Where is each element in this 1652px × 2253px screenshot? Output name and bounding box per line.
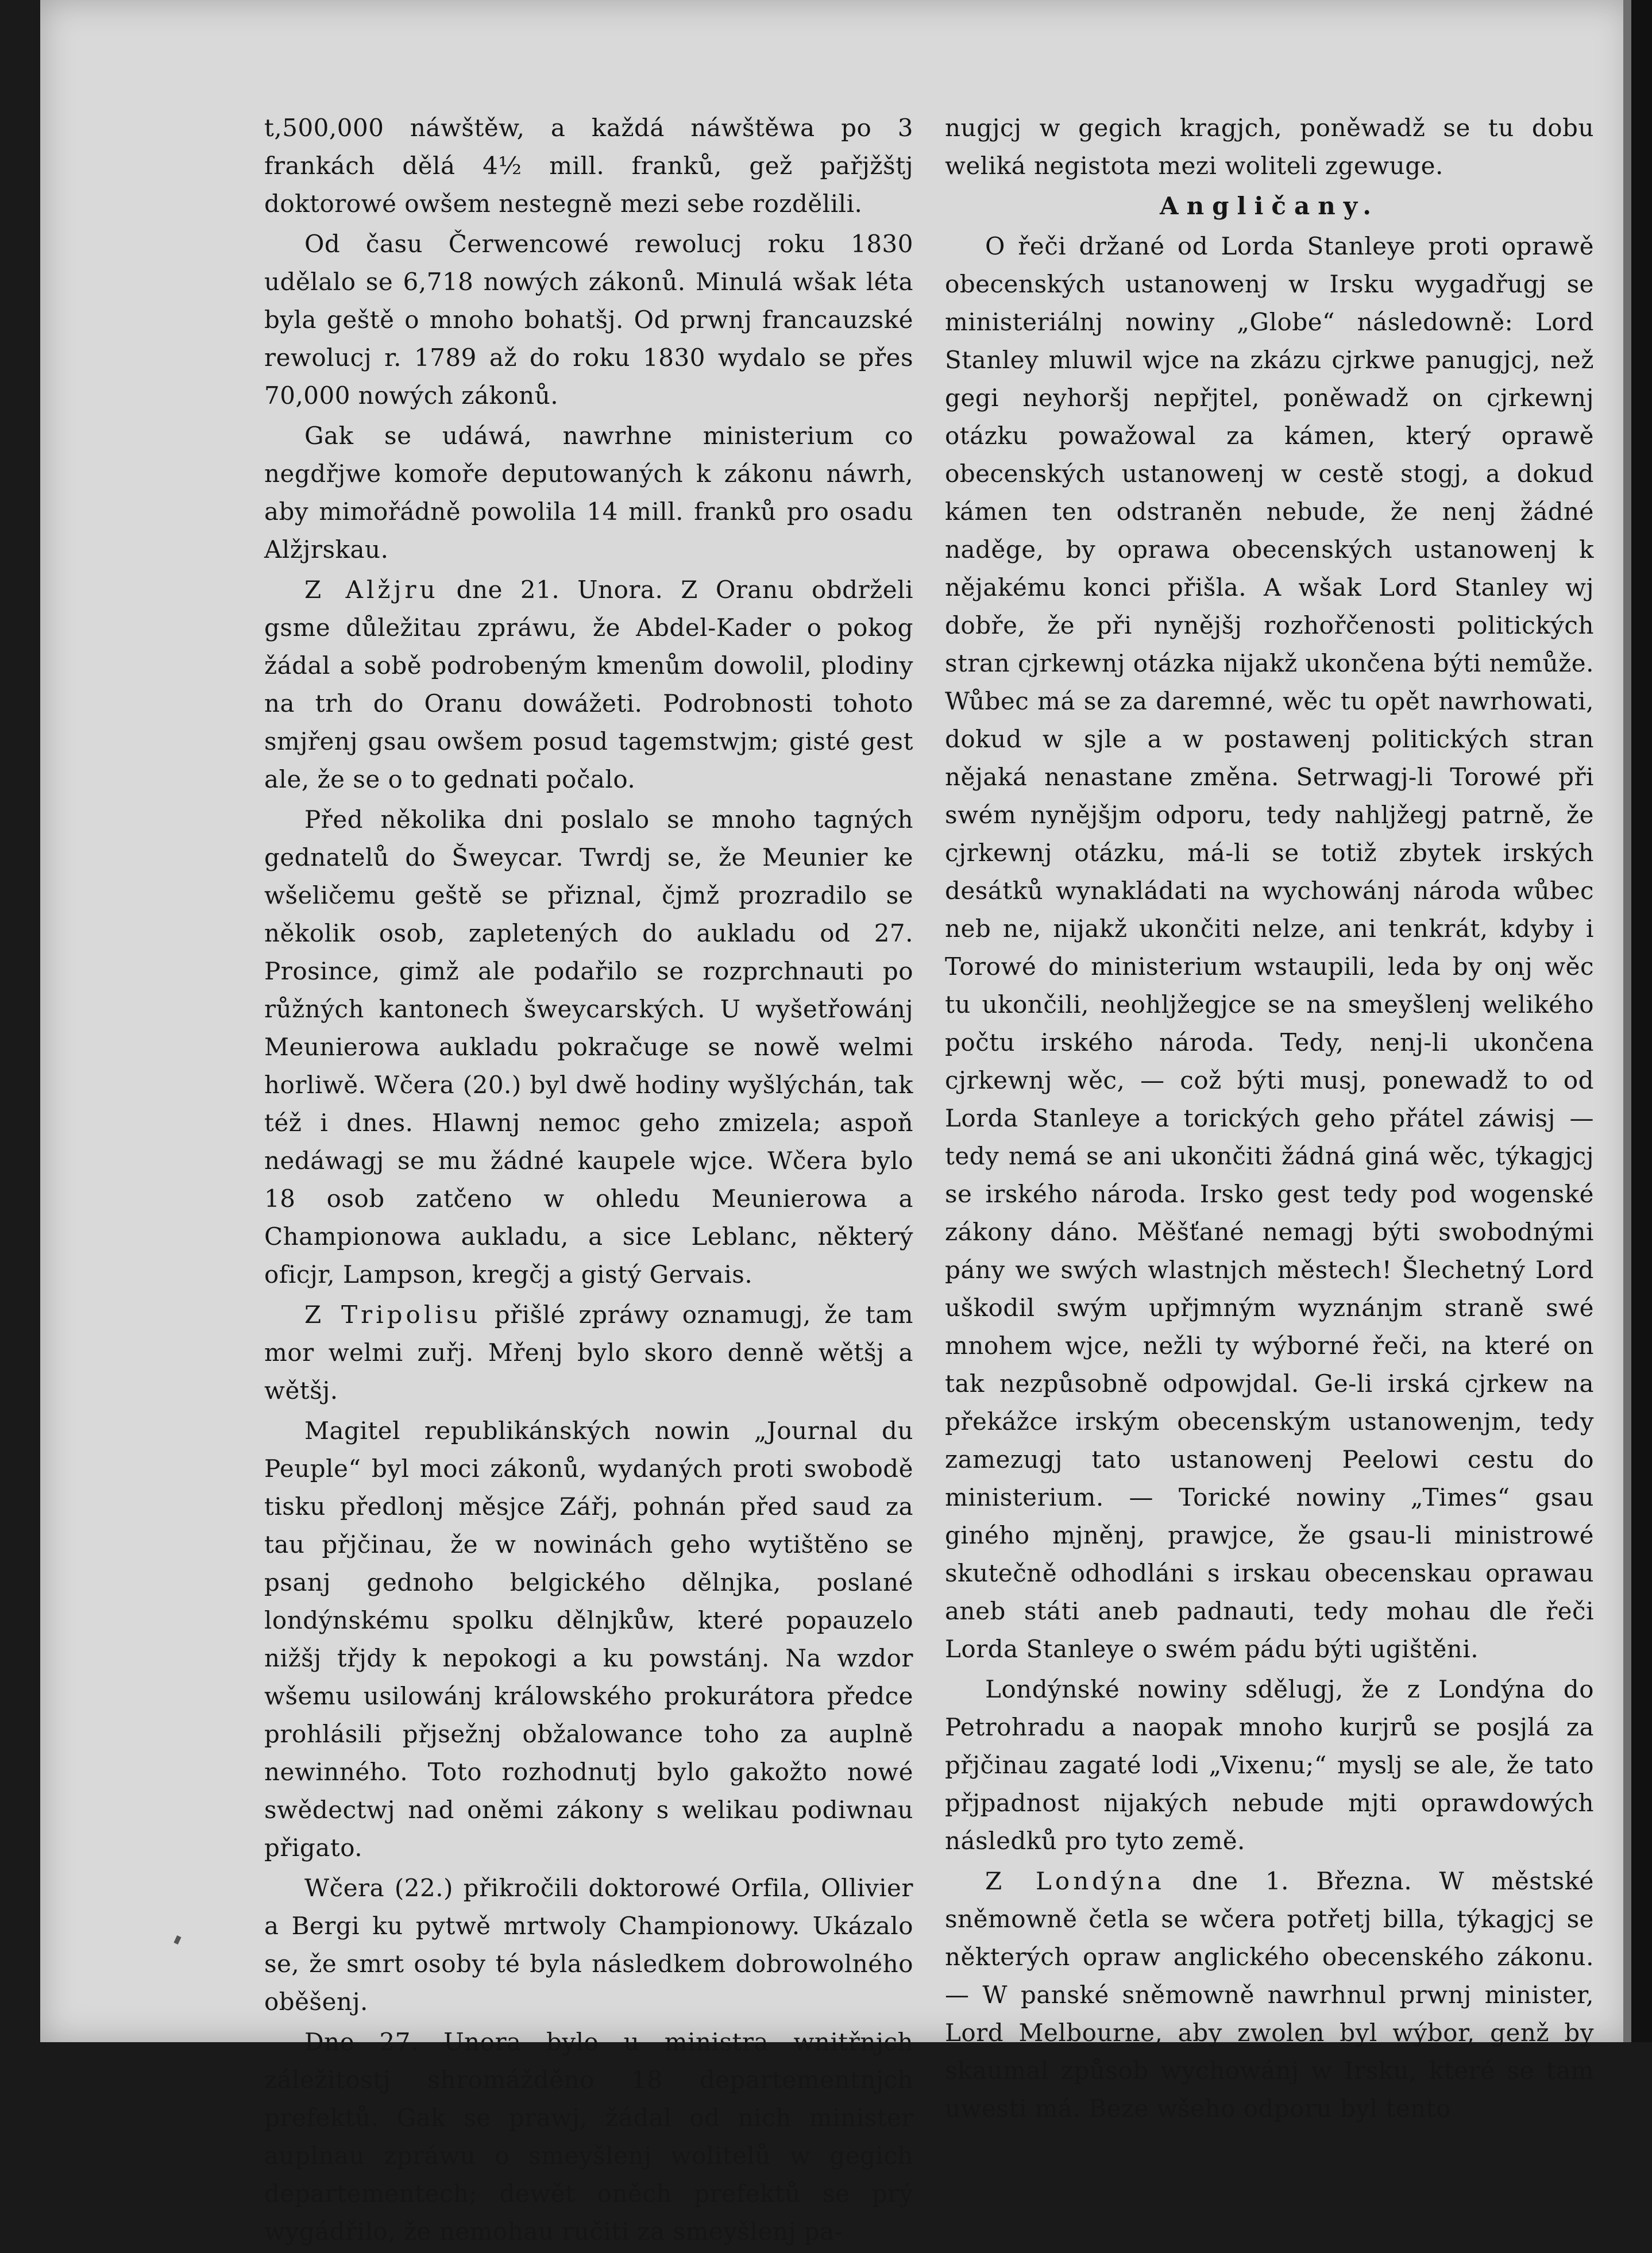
left-column — [264, 109, 913, 2253]
paragraph-body: dne 21. Unora. Z Oranu obdrželi gsme důležitau zpráwu, že Abdel-Kader o pokog žádal a sobě podrobeným kmenům dowolil, plodiny na trh do Oranu dowážeti. Podrobnosti tohoto smjřenj gsau owšem posud tagemstwjm; gisté gest ale, že se o to gednati počalo. — [264, 576, 913, 793]
dateline-place: Z Alžjru — [304, 576, 439, 604]
section-heading: Angličany. — [1160, 192, 1379, 220]
dateline-place: Z Tripolisu — [304, 1301, 481, 1329]
scan-border — [1631, 0, 1652, 2042]
paragraph: nugjcj w gegich kragjch, poněwadž se tu dobu weliká negistota mezi woliteli zgewuge. — [945, 114, 1594, 180]
paragraph-algiers — [264, 571, 913, 798]
paragraph: Londýnské nowiny sdělugj, že z Londýna do Petrohradu a naopak mnoho kurjrů se posjlá za přjčinau zagaté lodi „Vixenu;“ myslj se ale, že tato přjpadnost nijakých nebude mjti oprawdowých následků pro tyto země. — [945, 1675, 1594, 1855]
paragraph: Před několika dni poslalo se mnoho tagných gednatelů do Šweycar. Twrdj se, že Meunier ke wšeličemu geště se přiznal, čjmž prozradilo se několik osob, zapletených do aukladu od 27. Prosince, gimž ale podařilo se rozprchnauti po růžných kantonech šweycarských. U wyšetřowánj Meunierowa aukladu pokračuge se nowě welmi horliwě. Wčera (20.) byl dwě hodiny wyšlýchán, tak též i dnes. Hlawnj nemoc geho zmizela; aspoň nedáwagj se mu žádné kaupele wjce. Wčera bylo 18 osob zatčeno w ohledu Meunierowa a Championowa aukladu, a sice Leblanc, některý oficjr, Lampson, kregčj a gistý Gervais. — [264, 805, 913, 1288]
paragraph: Wčera (22.) přikročili doktorowé Orfila, Ollivier a Bergi ku pytwě mrtwoly Championowy. Ukázalo se, že smrt osoby té byla následkem dobrowolného oběšenj. — [264, 1874, 913, 2016]
page-edge-shadow — [1623, 0, 1631, 2042]
paragraph: t,500,000 náwštěw, a každá náwštěwa po 3 frankách dělá 4½ mill. franků, gež pařjžštj doktorowé owšem nestegně mezi sebe rozdělili. — [264, 114, 913, 218]
paragraph: Dne 27. Unora bylo u ministra wnitřnjch záležitostj shromážděno 18 departementnjch prefektů. Gak se prawj, žádal od nich minister auplnau zpráwu o smeyšlenj wolitelů w gegich departementech; dewět oněch prefektů se prý wygádřilo, že nemohau ručiti za smeyšlenj pa- — [264, 2028, 913, 2246]
paragraph: Od času Čerwencowé rewolucj roku 1830 udělalo se 6,718 nowých zákonů. Minulá wšak léta byla geště o mnoho bohatšj. Od prwnj francauzské rewolucj r. 1789 až do roku 1830 wydalo se přes 70,000 nowých zákonů. — [264, 230, 913, 410]
paragraph-london — [945, 1862, 1594, 2128]
ink-mark — [173, 1935, 181, 1945]
paragraph: Gak se udáwá, nawrhne ministerium co negdřjwe komoře deputowaných k zákonu náwrh, aby mimořádně powolila 14 mill. franků pro osadu Alžjrskau. — [264, 422, 913, 564]
dateline-place: Z Londýna — [985, 1867, 1165, 1895]
paragraph: O řeči držané od Lorda Stanleye proti oprawě obecenských ustanowenj w Irsku wygadřugj se ministeriálnj nowiny „Globe“ následowně: Lord Stanley mluwil wjce na zkázu cjrkwe panugjcj, než gegi neyhoršj nepřjtel, poněwadž on cjrkewnj otázku powažowal za kámen, který oprawě obecenských ustanowenj w cestě stogj, a dokud kámen ten odstraněn nebude, že nenj žádné naděge, by oprawa obecenských ustanowenj k nějakému konci přišla. A wšak Lord Stanley wj dobře, že při nynějšj rozhořčenosti politických stran cjrkewnj otázka nijakž ukončena býti nemůže. Wůbec má se za daremné, wěc tu opět nawrhowati, dokud w sjle a w postawenj politických stran nějaká nenastane změna. Setrwagj-li Torowé při swém nynějšjm odporu, tedy nahljžegj patrně, že cjrkewnj otázku, má-li se totiž zbytek irských desátků wynakládati na wychowánj národa wůbec neb ne, nijakž ukončiti nelze, ani tenkrát, kdyby i Torowé do ministerium wstaupili, leda by onj wěc tu ukončili, neohljžegjce se na smeyšlenj welikého počtu irského národa. Tedy, nenj-li ukončena cjrkewnj wěc, — což býti musj, ponewadž to od Lorda Stanleye a torických geho přátel záwisj — tedy nemá se ani ukončiti žádná giná wěc, týkagjcj se irského národa. Irsko gest tedy pod wogenské zákony dáno. Měšťané nemagj býti swobodnými pány we swých wlastnjch městech! Šlechetný Lord uškodil swým upřjmným wyznánjm straně swé mnohem wjce, nežli ty wýborné řeči, na které on tak nezpůsobně odpowjdal. Ge-li irská cjrkew na překážce irským obecenským ustanowenjm, tedy zamezugj tato ustanowenj Peelowi cestu do ministerium. — Torické nowiny „Times“ gsau giného mjněnj, prawjce, že gsau-li ministrowé skutečně odhodláni s irskau obecenskau oprawau aneb státi aneb padnauti, tedy mohau dle řeči Lorda Stanleye o swém pádu býti ugištěni. — [945, 232, 1594, 1663]
newspaper-page — [40, 0, 1631, 2246]
paragraph-tripoli — [264, 1296, 913, 1410]
paragraph-body: přišlé zpráwy oznamugj, že tam mor welmi zuřj. Mřenj bylo skoro denně wětšj a wětšj. — [264, 1301, 913, 1405]
paragraph-body: dne 1. Března. W městské sněmowně četla se wčera potřetj billa, týkagjcj se některých opraw anglického obecenského zákonu. — W panské sněmowně nawrhnul prwnj minister, Lord Melbourne, aby zwolen byl wýbor, genž by skaumal způsob wychowánj w Irsku, které se tam uwesti má. Beze wšeho odporu byl tento — [945, 1867, 1594, 2123]
paragraph: Magitel republikánských nowin „Journal du Peuple“ byl moci zákonů, wydaných proti swobodě tisku předlonj měsjce Zářj, pohnán před saud za tau přjčinau, že w nowinách geho wytištěno se psanj gednoho belgického dělnjka, poslané londýnskému spolku dělnjkůw, které popauzelo nižšj třjdy k nepokogi a ku powstánj. Na wzdor wšemu usilowánj králowského prokurátora předce prohlásili přjsežnj obžalowance toho za auplně newinného. Toto rozhodnutj bylo gakožto nowé swědectwj nad oněmi zákony s welikau podiwnau přigato. — [264, 1417, 913, 1862]
right-column — [945, 109, 1594, 2130]
